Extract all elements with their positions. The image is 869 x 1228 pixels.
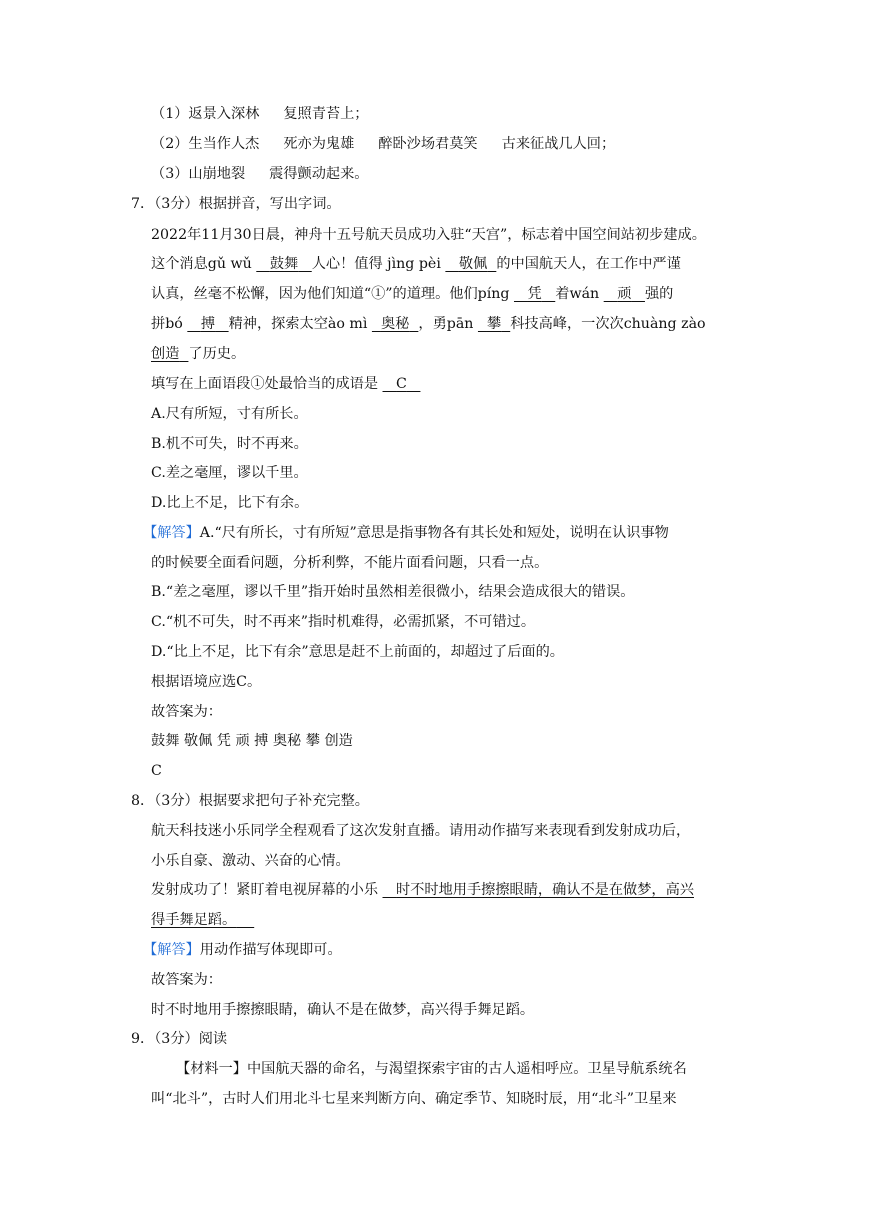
q7-passage-line-2: 这个消息gǔ wǔ 鼓舞 人心！值得 jìng pèi 敬佩 的中国航天人，在工作中严谨 [151, 256, 681, 272]
jieda-tag: 【解答】 [143, 942, 200, 958]
q9-stem: 9．（3分）阅读 [131, 1031, 228, 1047]
q7-explanation-line-1: 【解答】A.“尺有所长，寸有所短”意思是指事物各有其长处和短处，说明在认识事物 [143, 525, 669, 541]
q7-stem: 7．（3分）根据拼音，写出字词。 [131, 196, 341, 212]
q6-item-2: （2）生当作人杰 死亦为鬼雄 醉卧沙场君莫笑 古来征战几人回； [151, 136, 616, 152]
q8-prompt-line-2: 小乐自豪、激动、兴奋的心情。 [151, 853, 350, 869]
q7-explanation-b: B.“差之毫厘，谬以千里”指开始时虽然相差很微小，结果会造成很大的错误。 [151, 584, 635, 600]
jieda-tag: 【解答】 [143, 525, 200, 541]
answer-blank: 攀 [486, 316, 502, 332]
q8-fill-line-1: 发射成功了！紧盯着电视屏幕的小乐 时不时地用手擦擦眼睛，确认不是在做梦，高兴 [151, 882, 694, 898]
q7-passage-line-5: 创造 了历史。 [151, 346, 246, 362]
q9-material-1-line-2: 叫“北斗”，古时人们用北斗七星来判断方向、确定季节、知晓时辰，用“北斗”卫星来 [151, 1091, 677, 1107]
q7-answer-words: 鼓舞 敬佩 凭 顽 搏 奥秘 攀 创造 [151, 733, 353, 749]
q7-explanation-line-2: 的时候要全面看问题，分析利弊，不能片面看问题，只看一点。 [151, 555, 549, 571]
answer-blank: 时不时地用手擦擦眼睛，确认不是在做梦，高兴 [396, 882, 694, 898]
answer-blank: 搏 [200, 316, 216, 332]
q7-fill-prompt: 填写在上面语段①处最恰当的成语是 C [151, 374, 420, 394]
q7-option-b: B.机不可失，时不再来。 [151, 436, 308, 452]
q6-item-1: （1）返景入深林 复照青苔上； [151, 106, 369, 122]
material-tag: 【材料一】 [176, 1061, 247, 1077]
q6-item-3: （3）山崩地裂 震得颤动起来。 [151, 166, 369, 182]
answer-blank: 鼓舞 [269, 256, 299, 272]
q7-conclusion: 根据语境应选C。 [151, 674, 262, 690]
q7-explanation-d: D.“比上不足，比下有余”意思是赶不上前面的，却超过了后面的。 [151, 644, 564, 660]
answer-blank: 顽 [617, 286, 632, 302]
q7-passage-line-3: 认真，丝毫不松懈，因为他们知道“①”的道理。他们píng 凭 着wán 顽 强的 [151, 286, 674, 302]
answer-blank: 奥秘 [380, 316, 410, 332]
q8-stem: 8．（3分）根据要求把句子补充完整。 [131, 793, 369, 809]
q7-option-a: A.尺有所短，寸有所长。 [151, 406, 308, 422]
q7-passage-line-1: 2022年11月30日晨，神舟十五号航天员成功入驻“天宫”，标志着中国空间站初步建成。 [151, 227, 706, 243]
q8-fill-line-2 [151, 910, 254, 930]
q7-option-c: C.差之毫厘，谬以千里。 [151, 465, 308, 481]
q8-answer: 时不时地用手擦擦眼睛，确认不是在做梦，高兴得手舞足蹈。 [151, 1002, 535, 1018]
q8-answer-label: 故答案为： [151, 972, 222, 988]
q8-prompt-line-1: 航天科技迷小乐同学全程观看了这次发射直播。请用动作描写来表现看到发射成功后， [151, 823, 691, 839]
answer-blank: 创造 [151, 346, 180, 362]
q7-explanation-c: C.“机不可失，时不再来”指时机难得，必需抓紧，不可错过。 [151, 614, 536, 630]
answer-blank: 得手舞足蹈。 [151, 912, 237, 928]
answer-blank: 敬佩 [458, 256, 488, 272]
q9-material-1-line-1: 【材料一】中国航天器的命名，与渴望探索宇宙的古人遥相呼应。卫星导航系统名 [176, 1061, 687, 1077]
q7-passage-line-4: 拼bó 搏 精神，探索太空ào mì 奥秘 ，勇pān 攀 科技高峰，一次次chuàng zào [151, 316, 706, 332]
q8-explanation: 【解答】用动作描写体现即可。 [143, 942, 342, 958]
answer-blank: 凭 [527, 286, 542, 302]
answer-blank: C [396, 376, 407, 392]
q7-answer-label: 故答案为： [151, 704, 222, 720]
q7-answer-choice: C [151, 763, 162, 779]
q7-option-d: D.比上不足，比下有余。 [151, 495, 309, 511]
